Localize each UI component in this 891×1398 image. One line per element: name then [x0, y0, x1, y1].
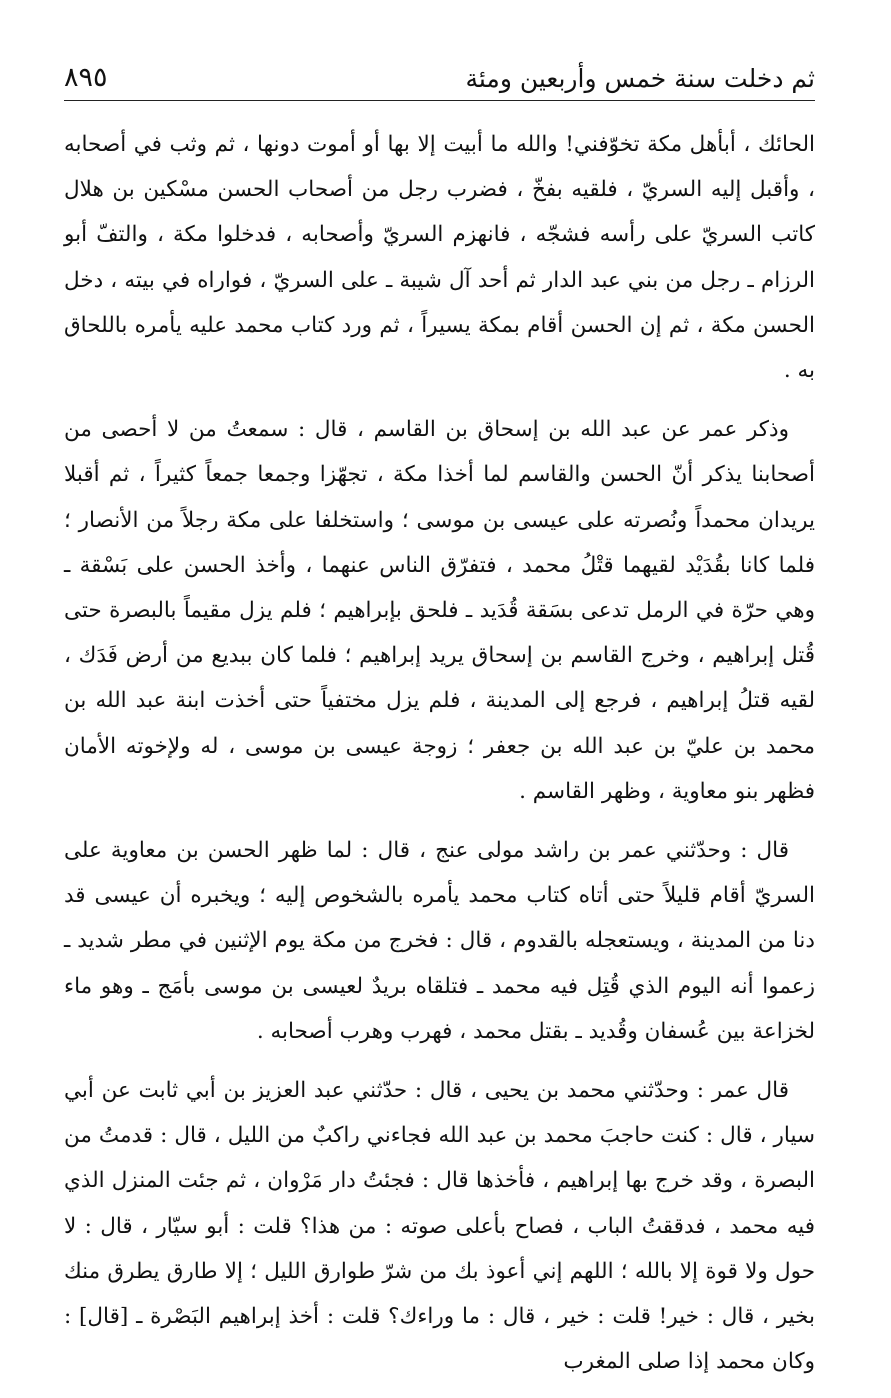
body-text	[64, 122, 815, 1398]
paragraph-4: قال عمر : وحدّثني محمد بن يحيى ، قال : حدّثني عبد العزيز بن أبي ثابت عن أبي سيار ، قال : كنت حاجبَ محمد بن عبد الله فجاءني راكبٌ من الليل ، قال : قدمتُ من البصرة ، وقد خرج بها إبراهيم ، فأخذها قال : فجئتُ دار مَرْوان ، ثم جئت المنزل الذي فيه محمد ، فدققتُ الباب ، فصاح بأعلى صوته : من هذا؟ قلت : أبو سيّار ، قال : لا حول ولا قوة إلا بالله ؛ اللهم إني أعوذ بك من شرّ طوارق الليل ؛ إلا طارق يطرق منك بخير ، قال : خير! قلت : خير ، قال : ما وراءك؟ قلت : أخذ إبراهيم البَصْرة ـ [قال] : وكان محمد إذا صلى المغرب	[64, 1078, 815, 1375]
paragraph-1: الحائك ، أبأهل مكة تخوّفني! والله ما أبيت إلا بها أو أموت دونها ، ثم وثب في أصحابه ، وأقبل إليه السريّ ، فلقيه بفخّ ، فضرب رجل من أصحاب الحسن مسْكين بن هلال كاتب السريّ على رأسه فشجّه ، فانهزم السريّ وأصحابه ، فدخلوا مكة ، والتفّ أبو الرزام ـ رجل من بني عبد الدار ثم أحد آل شيبة ـ على السريّ ، فواراه في بيته ، دخل الحسن مكة ، ثم إن الحسن أقام بمكة يسيراً ، ثم ورد كتاب محمد عليه يأمره باللحاق به .	[64, 132, 815, 384]
page-number: ٨٩٥	[64, 62, 108, 93]
page-header	[64, 58, 815, 101]
running-title: ثم دخلت سنة خمس وأربعين ومئة	[465, 64, 815, 93]
paragraph-3: قال : وحدّثني عمر بن راشد مولى عنج ، قال : لما ظهر الحسن بن معاوية على السريّ أقام قليلاً حتى أتاه كتاب محمد يأمره بالشخوص إليه ؛ ويخبره أن عيسى قد دنا من المدينة ، ويستعجله بالقدوم ، قال : فخرج من مكة يوم الإثنين في مطر شديد ـ زعموا أنه اليوم الذي قُتِل فيه محمد ـ فتلقاه بريدٌ لعيسى بن موسى بأمَج ـ وهو ماء لخزاعة بين عُسفان وقُديد ـ بقتل محمد ، فهرب وهرب أصحابه .	[64, 838, 815, 1044]
paragraph-2: وذكر عمر عن عبد الله بن إسحاق بن القاسم ، قال : سمعتُ من لا أحصى من أصحابنا يذكر أنّ الحسن والقاسم لما أخذا مكة ، تجهّزا وجمعا جمعاً كثيراً ، ثم أقبلا يريدان محمداً ونُصرته على عيسى بن موسى ؛ واستخلفا على مكة رجلاً من الأنصار ؛ فلما كانا بقُدَيْد لقيهما قتْلُ محمد ، فتفرّق الناس عنهما ، وأخذ الحسن على بَسْقة ـ وهي حرّة في الرمل تدعى بسَقة قُدَيد ـ فلحق بإبراهيم ؛ فلم يزل مقيماً بالبصرة حتى قُتل إبراهيم ، وخرج القاسم بن إسحاق يريد إبراهيم ؛ فلما كان ببديع من أرض فَدَك ، لقيه قتلُ إبراهيم ، فرجع إلى المدينة ، فلم يزل مختفياً حتى أخذت ابنة عبد الله بن محمد بن عليّ بن عبد الله بن جعفر ؛ زوجة عيسى بن موسى ، له ولإخوته الأمان فظهر بنو معاوية ، وظهر القاسم .	[64, 417, 815, 804]
